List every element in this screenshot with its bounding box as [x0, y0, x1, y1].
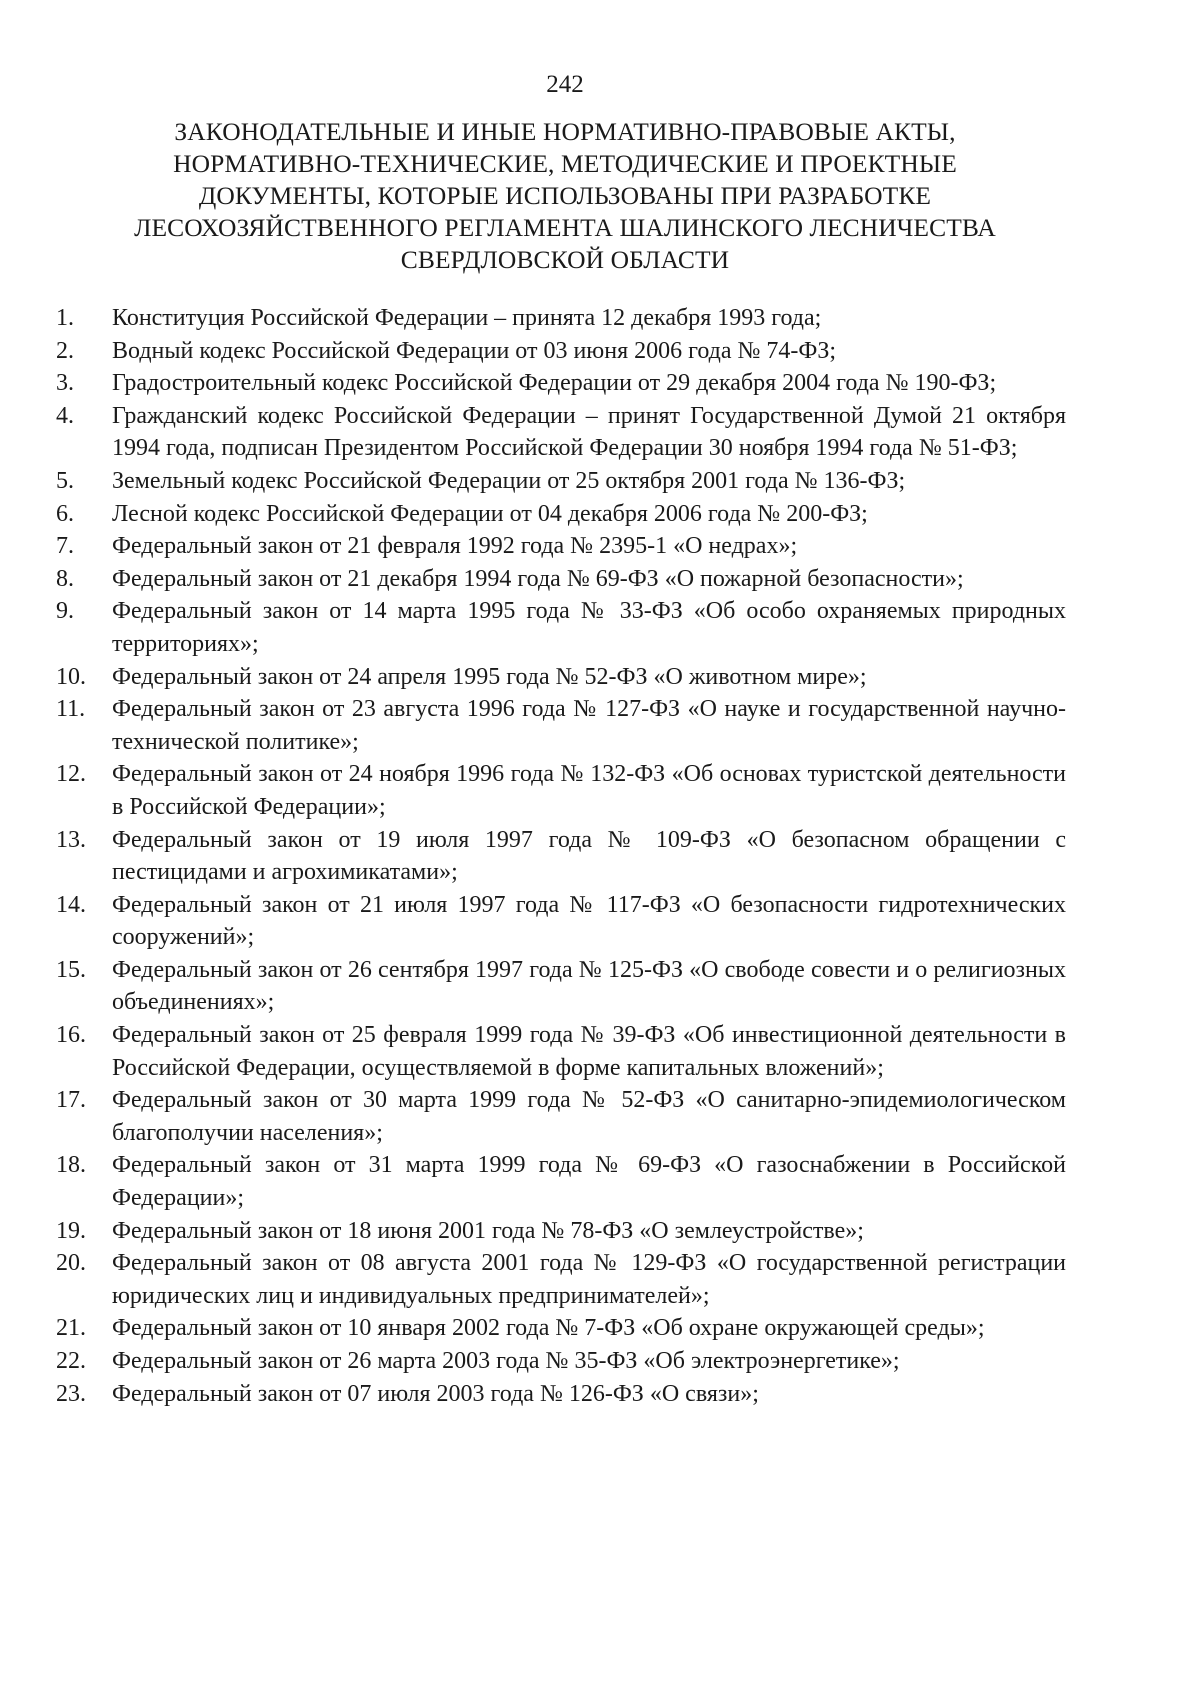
list-item [56, 302, 1066, 335]
list-item [56, 1312, 1066, 1345]
item-text: Гражданский кодекс Российской Федерации – принят Государственной Думой 21 октября 1994 года, подписан Президентом Российской Федерации 30 ноября 1994 года № 51-ФЗ; [112, 402, 1066, 462]
item-number: 22. [56, 1348, 86, 1374]
list-item [56, 465, 1066, 498]
item-text: Федеральный закон от 19 июля 1997 года № 109-ФЗ «О безопасном обращении с пестицидами и агрохимикатами»; [112, 826, 1066, 886]
item-text: Федеральный закон от 24 ноября 1996 года № 132-ФЗ «Об основах туристской деятельности в Российской Федерации»; [112, 761, 1066, 820]
title-line: ЗАКОНОДАТЕЛЬНЫЕ И ИНЫЕ НОРМАТИВНО-ПРАВОВЫЕ АКТЫ, [174, 117, 956, 146]
item-text: Федеральный закон от 14 марта 1995 года № 33-ФЗ «Об особо охраняемых природных территориях»; [112, 598, 1066, 657]
item-number: 23. [56, 1380, 86, 1407]
list-item [56, 693, 1066, 758]
item-number: 10. [56, 663, 86, 690]
item-number: 21. [56, 1315, 86, 1342]
item-text: Конституция Российской Федерации – принята 12 декабря 1993 года; [112, 305, 822, 331]
list-item [56, 595, 1066, 660]
item-number: 7. [56, 533, 74, 560]
item-text: Федеральный закон от 31 марта 1999 года № 69-ФЗ «О газоснабжении в Российской Федерации»; [112, 1152, 1066, 1212]
list-item [56, 1084, 1066, 1149]
item-text: Федеральный закон от 25 февраля 1999 года № 39-ФЗ «Об инвестиционной деятельности в Российской Федерации, осуществляемой в форме капитальных вложений»; [112, 1022, 1066, 1081]
title-line: НОРМАТИВНО-ТЕХНИЧЕСКИЕ, МЕТОДИЧЕСКИЕ И ПРОЕКТНЫЕ [173, 149, 957, 178]
list-item [56, 1378, 1066, 1411]
list-item [56, 1019, 1066, 1084]
list-item [56, 400, 1066, 465]
item-number: 12. [56, 761, 86, 788]
item-number: 16. [56, 1022, 86, 1049]
item-text: Федеральный закон от 23 августа 1996 года № 127-ФЗ «О науке и государственной научно-технической политике»; [112, 696, 1066, 755]
item-number: 19. [56, 1217, 86, 1244]
list-item [56, 498, 1066, 531]
item-number: 14. [56, 891, 86, 918]
item-text: Федеральный закон от 30 марта 1999 года № 52-ФЗ «О санитарно-эпидемиологическом благополучии населения»; [112, 1087, 1066, 1146]
item-text: Федеральный закон от 21 февраля 1992 года № 2395-1 «О недрах»; [112, 533, 798, 560]
list-item [56, 758, 1066, 823]
item-text: Градостроительный кодекс Российской Федерации от 29 декабря 2004 года № 190-ФЗ; [112, 370, 997, 397]
item-number: 4. [56, 402, 74, 429]
item-number: 2. [56, 337, 74, 364]
list-item [56, 954, 1066, 1019]
list-item [56, 661, 1066, 694]
item-text: Федеральный закон от 26 марта 2003 года № 35-ФЗ «Об электроэнергетике»; [112, 1348, 900, 1374]
item-number: 11. [56, 696, 86, 723]
page-title [60, 116, 1070, 276]
list-item [56, 335, 1066, 368]
item-number: 13. [56, 826, 86, 853]
title-line: СВЕРДЛОВСКОЙ ОБЛАСТИ [400, 245, 730, 274]
item-text: Федеральный закон от 21 декабря 1994 года № 69-ФЗ «О пожарной безопасности»; [112, 565, 964, 592]
item-number: 17. [56, 1087, 86, 1114]
item-number: 15. [56, 956, 86, 983]
item-text: Федеральный закон от 24 апреля 1995 года № 52-ФЗ «О животном мире»; [112, 663, 867, 690]
legal-acts-list [56, 302, 1066, 1410]
item-number: 6. [56, 500, 74, 527]
item-text: Федеральный закон от 26 сентября 1997 года № 125-ФЗ «О свободе совести и о религиозных объединениях»; [112, 956, 1066, 1016]
list-item [56, 1345, 1066, 1378]
item-text: Федеральный закон от 07 июля 2003 года № 126-ФЗ «О связи»; [112, 1380, 759, 1407]
list-item [56, 889, 1066, 954]
item-number: 3. [56, 370, 74, 397]
list-item [56, 530, 1066, 563]
item-number: 8. [56, 565, 74, 592]
item-text: Федеральный закон от 10 января 2002 года № 7-ФЗ «Об охране окружающей среды»; [112, 1315, 985, 1342]
item-number: 1. [56, 305, 74, 331]
list-item [56, 824, 1066, 889]
page-number: 242 [546, 71, 584, 98]
item-number: 5. [56, 467, 74, 494]
list-item [56, 1215, 1066, 1248]
item-text: Федеральный закон от 21 июля 1997 года № 117-ФЗ «О безопасности гидротехнических сооружений»; [112, 891, 1066, 951]
item-number: 9. [56, 598, 74, 625]
item-text: Лесной кодекс Российской Федерации от 04 декабря 2006 года № 200-ФЗ; [112, 500, 868, 527]
item-number: 20. [56, 1250, 86, 1277]
item-text: Земельный кодекс Российской Федерации от 25 октября 2001 года № 136-ФЗ; [112, 467, 906, 494]
list-item [56, 1247, 1066, 1312]
item-number: 18. [56, 1152, 86, 1179]
item-text: Водный кодекс Российской Федерации от 03 июня 2006 года № 74-ФЗ; [112, 337, 837, 364]
item-text: Федеральный закон от 08 августа 2001 года № 129-ФЗ «О государственной регистрации юридических лиц и индивидуальных предпринимателей»; [112, 1250, 1066, 1309]
list-item [56, 367, 1066, 400]
list-item [56, 1149, 1066, 1214]
list-item [56, 563, 1066, 596]
item-text: Федеральный закон от 18 июня 2001 года № 78-ФЗ «О землеустройстве»; [112, 1217, 864, 1244]
title-line: ДОКУМЕНТЫ, КОТОРЫЕ ИСПОЛЬЗОВАНЫ ПРИ РАЗРАБОТКЕ [198, 181, 932, 210]
title-line: ЛЕСОХОЗЯЙСТВЕННОГО РЕГЛАМЕНТА ШАЛИНСКОГО ЛЕСНИЧЕСТВА [134, 213, 996, 242]
